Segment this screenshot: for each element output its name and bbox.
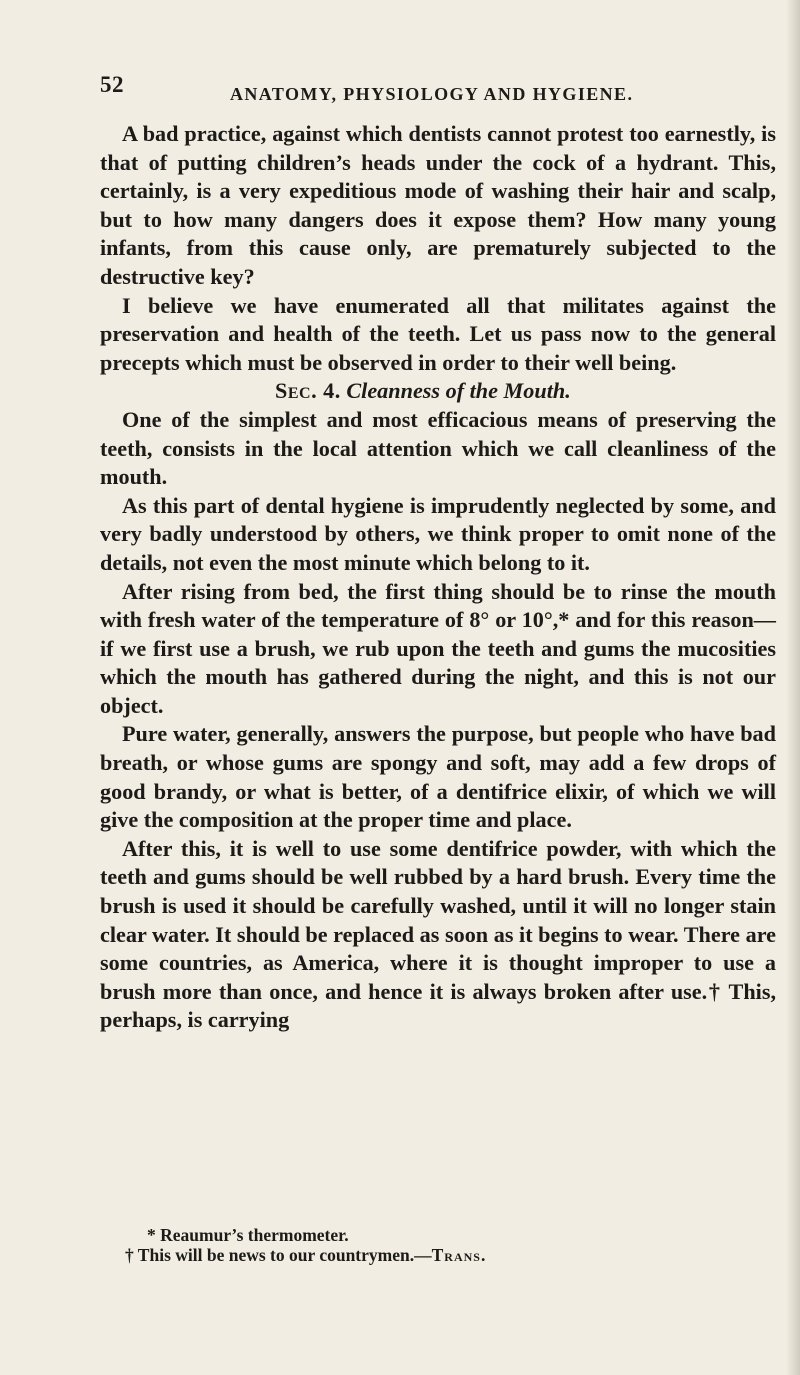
paragraph-after-rising: After rising from bed, the first thing should be to rinse the mouth with fresh water of the temperature of 8° or 10°,* and for this reason—if we first use a brush, we rub upon the teeth and gums the mucosities which the mouth has gathered during the night, and this is not our object.	[100, 578, 776, 718]
running-head: ANATOMY, PHYSIOLOGY AND HYGIENE.	[230, 84, 634, 104]
section-heading	[100, 377, 776, 406]
body-text	[100, 120, 776, 1035]
section-title: Cleanness of the Mouth.	[346, 378, 571, 404]
footnote-reaumur: * Reaumur’s thermometer.	[147, 1225, 349, 1245]
paragraph-hydrant: A bad practice, against which dentists cannot protest too earnestly, is that of putting children’s heads under the cock of a hydrant. This, certainly, is a very expeditious mode of washing their hair and scalp, but to how many dangers does it expose them? How many young infants, from this cause only, are prematurely subjected to the destructive key?	[100, 121, 776, 289]
paragraph-simplest-means: One of the simplest and most efficacious means of preserving the teeth, consists in the local attention which we call cleanliness of the mouth.	[100, 406, 776, 490]
footnotes	[125, 1225, 755, 1265]
footnote-news-text: † This will be news to our countrymen.—	[125, 1245, 432, 1265]
paragraph-enumerated: I believe we have enumerated all that militates against the preservation and health of the teeth. Let us pass now to the general precepts which must be observed in order to their well being.	[100, 292, 776, 375]
page-edge-shadow	[786, 0, 800, 1375]
paragraph-dentifrice-powder: After this, it is well to use some dentifrice powder, with which the teeth and gums should be well rubbed by a hard brush. Every time the brush is used it should be carefully washed, until it will no longer stain clear water. It should be replaced as soon as it begins to wear. There are some countries, as America, where it is thought improper to use a brush more than once, and hence it is always broken after use.† This, perhaps, is carrying	[100, 835, 776, 1033]
paragraph-pure-water: Pure water, generally, answers the purpose, but people who have bad breath, or whose gums are spongy and soft, may add a few drops of good brandy, or what is better, of a dentifrice elixir, of which we will give the composition at the proper time and place.	[100, 721, 776, 833]
page-number: 52	[100, 72, 124, 97]
section-label: Sec. 4.	[275, 378, 341, 404]
footnote-news	[125, 1245, 755, 1265]
footnote-translator-signature: Trans.	[431, 1245, 487, 1265]
paragraph-dental-hygiene: As this part of dental hygiene is imprudently neglected by some, and very badly understood by others, we think proper to omit none of the details, not even the most minute which belong to it.	[100, 492, 776, 575]
